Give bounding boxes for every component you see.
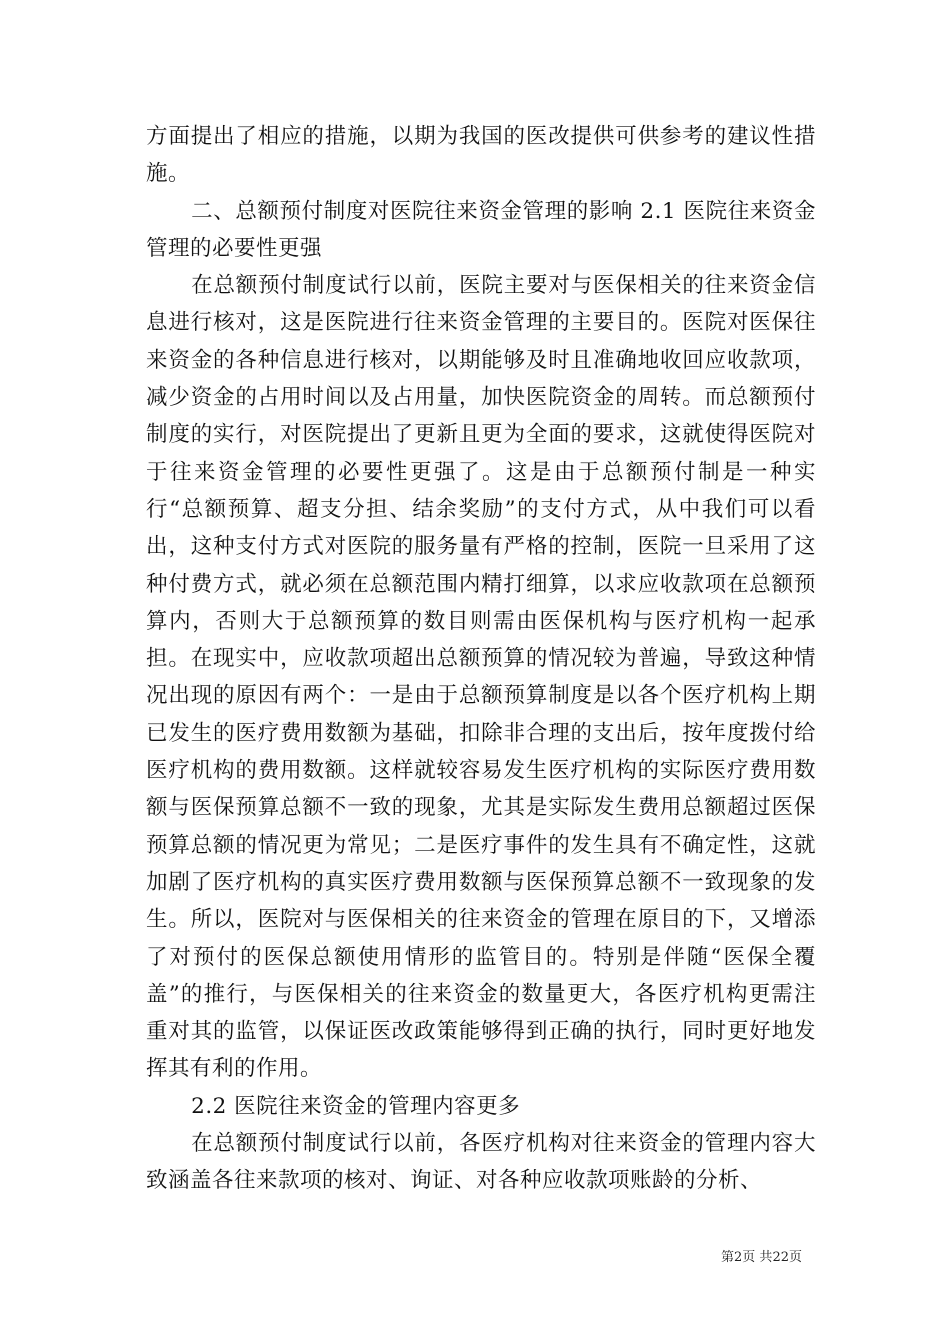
footer-total-pages: 22 (772, 1250, 789, 1265)
paragraph-body: 在总额预付制度试行以前，医院主要对与医保相关的往来资金信息进行核对，这是医院进行往来资金管理的主要目的。医院对医保往来资金的各种信息进行核对，以期能够及时且准确地收回应收款项，减少资金的占用时间以及占用量，加快医院资金的周转。而总额预付制度的实行，对医院提出了更新且更为全面的要求，这就使得医院对于往来资金管理的必要性更强了。这是由于总额预付制是一种实行“总额预算、超支分担、结余奖励”的支付方式，从中我们可以看出，这种支付方式对医院的服务量有严格的控制，医院一旦采用了这种付费方式，就必须在总额范围内精打细算，以求应收款项在总额预算内，否则大于总额预算的数目则需由医保机构与医疗机构一起承担。在现实中，应收款项超出总额预算的情况较为普遍，导致这种情况出现的原因有两个：一是由于总额预算制度是以各个医疗机构上期已发生的医疗费用数额为基础，扣除非合理的支出后，按年度拨付给医疗机构的费用数额。这样就较容易发生医疗机构的实际医疗费用数额与医保预算总额不一致的现象，尤其是实际发生费用总额超过医保预算总额的情况更为常见；二是医疗事件的发生具有不确定性，这就加剧了医疗机构的真实医疗费用数额与医保预算总额不一致现象的发生。所以，医院对与医保相关的往来资金的管理在原目的下，又增添了对预付的医保总额使用情形的监管目的。特别是伴随“医保全覆盖”的推行，与医保相关的往来资金的数量更大，各医疗机构更需注重对其的监管，以保证医改政策能够得到正确的执行，同时更好地发挥其有利的作用。 (146, 273, 816, 1082)
paragraph-body-2: 在总额预付制度试行以前，各医疗机构对往来资金的管理内容大致涵盖各往来款项的核对、询证、对各种应收款项账龄的分析、 (146, 1131, 816, 1194)
page-footer (721, 1246, 802, 1265)
subsection-heading: 2.2 医院往来资金的管理内容更多 (191, 1093, 521, 1119)
footer-middle: 页 共 (742, 1250, 773, 1265)
footer-prefix: 第 (721, 1250, 735, 1265)
document-body (146, 118, 816, 1200)
footer-suffix: 页 (788, 1250, 802, 1265)
footer-page-number: 2 (734, 1250, 743, 1265)
section-heading: 二、总额预付制度对医院往来资金管理的影响 2.1 医院往来资金管理的必要性更强 (146, 198, 816, 261)
paragraph-continuation: 方面提出了相应的措施，以期为我国的医改提供可供参考的建议性措施。 (146, 124, 816, 187)
